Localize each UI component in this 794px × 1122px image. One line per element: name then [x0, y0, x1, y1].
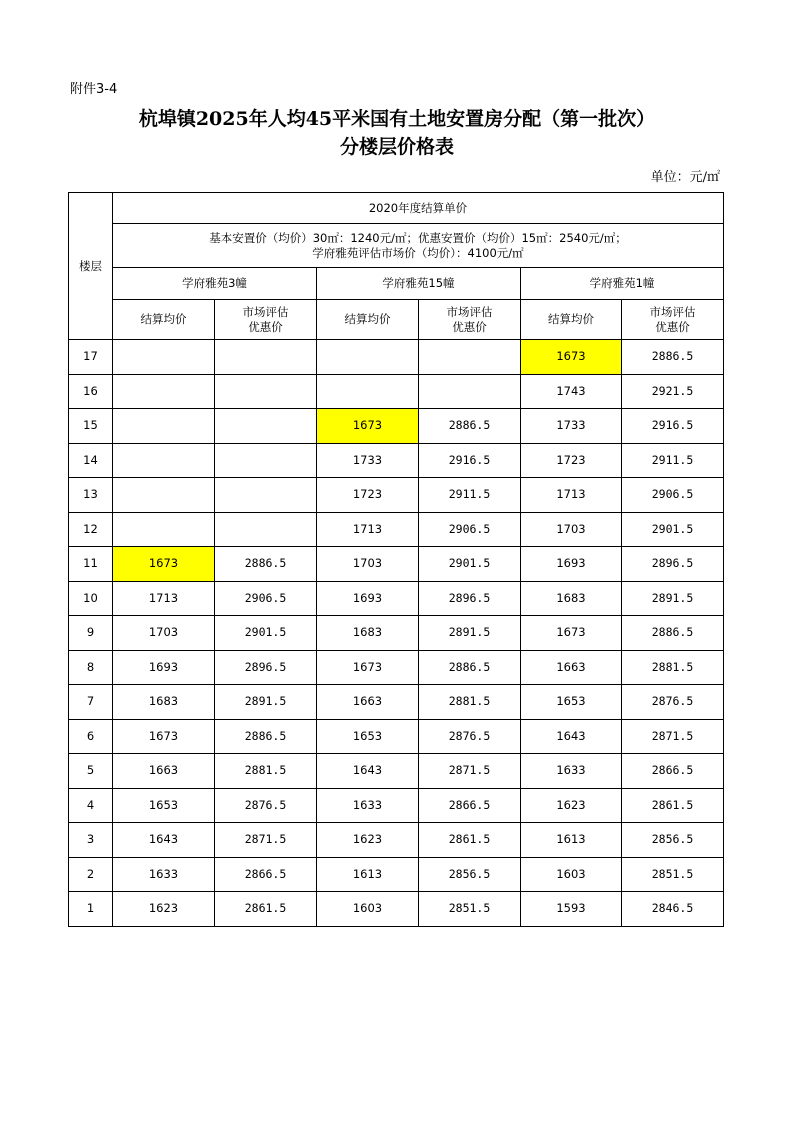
settle-price-cell: 1663	[317, 685, 419, 720]
table-row	[69, 443, 724, 478]
market-price-cell: 2906.5	[419, 512, 521, 547]
settle-price-cell: 1683	[521, 581, 622, 616]
market-price-cell: 2851.5	[622, 857, 724, 892]
attachment-label: 附件3-4	[70, 82, 118, 97]
price-note-line1: 基本安置价（均价）30㎡：1240元/㎡；优惠安置价（均价）15㎡：2540元/㎡；	[209, 230, 627, 245]
settle-price-cell: 1653	[521, 685, 622, 720]
table-row	[69, 547, 724, 582]
floor-header: 楼层	[69, 193, 113, 340]
floor-cell: 10	[69, 581, 113, 616]
market-price-cell: 2866.5	[215, 857, 317, 892]
floor-cell: 2	[69, 857, 113, 892]
settle-price-cell: 1593	[521, 892, 622, 927]
col-header-market: 市场评估 优惠价	[419, 300, 521, 340]
market-price-cell: 2871.5	[419, 754, 521, 789]
col-header-market: 市场评估 优惠价	[215, 300, 317, 340]
market-price-cell: 2876.5	[215, 788, 317, 823]
table-row	[69, 374, 724, 409]
market-price-cell: 2876.5	[622, 685, 724, 720]
building-header-1: 学府雅苑1幢	[521, 268, 724, 300]
market-price-cell: 2916.5	[622, 409, 724, 444]
market-price-cell: 2901.5	[419, 547, 521, 582]
building-header-15: 学府雅苑15幢	[317, 268, 521, 300]
floor-cell: 17	[69, 340, 113, 375]
col-header-settle: 结算均价	[521, 300, 622, 340]
settle-price-cell	[113, 374, 215, 409]
market-price-cell	[215, 443, 317, 478]
market-price-cell	[419, 374, 521, 409]
market-price-cell: 2906.5	[215, 581, 317, 616]
table-row	[69, 616, 724, 651]
market-price-cell: 2891.5	[622, 581, 724, 616]
settle-price-cell	[113, 478, 215, 513]
market-price-cell: 2891.5	[215, 685, 317, 720]
settle-price-cell: 1633	[521, 754, 622, 789]
col-header-market: 市场评估 优惠价	[622, 300, 724, 340]
market-price-cell: 2886.5	[622, 340, 724, 375]
settle-price-cell: 1633	[317, 788, 419, 823]
floor-cell: 7	[69, 685, 113, 720]
settle-price-cell: 1673	[521, 616, 622, 651]
table-row	[69, 340, 724, 375]
table-row	[69, 512, 724, 547]
market-price-cell: 2881.5	[622, 650, 724, 685]
settle-price-cell: 1613	[317, 857, 419, 892]
market-price-cell: 2896.5	[622, 547, 724, 582]
table-row	[69, 892, 724, 927]
market-price-cell: 2896.5	[419, 581, 521, 616]
settle-price-cell: 1693	[521, 547, 622, 582]
market-price-cell: 2886.5	[215, 547, 317, 582]
settle-price-cell: 1633	[113, 857, 215, 892]
table-row	[69, 719, 724, 754]
settle-price-cell: 1693	[113, 650, 215, 685]
floor-cell: 14	[69, 443, 113, 478]
market-price-cell: 2876.5	[419, 719, 521, 754]
settle-price-cell	[113, 409, 215, 444]
price-note	[113, 224, 724, 268]
settle-price-cell: 1693	[317, 581, 419, 616]
settle-price-cell: 1643	[521, 719, 622, 754]
floor-cell: 13	[69, 478, 113, 513]
settle-price-cell: 1743	[521, 374, 622, 409]
unit-label: 单位：元/㎡	[650, 170, 720, 185]
settle-price-cell: 1723	[521, 443, 622, 478]
market-price-cell	[215, 512, 317, 547]
settle-price-cell: 1613	[521, 823, 622, 858]
floor-cell: 5	[69, 754, 113, 789]
col-header-settle: 结算均价	[113, 300, 215, 340]
settle-price-cell	[113, 512, 215, 547]
settle-price-cell: 1673	[113, 719, 215, 754]
market-price-cell	[215, 340, 317, 375]
table-row	[69, 409, 724, 444]
market-price-cell: 2871.5	[215, 823, 317, 858]
floor-cell: 12	[69, 512, 113, 547]
market-price-cell: 2901.5	[622, 512, 724, 547]
floor-cell: 11	[69, 547, 113, 582]
table-row	[69, 754, 724, 789]
table-row	[69, 685, 724, 720]
floor-cell: 15	[69, 409, 113, 444]
settle-price-cell: 1673	[113, 547, 215, 582]
market-price-cell: 2881.5	[419, 685, 521, 720]
settle-price-cell: 1643	[113, 823, 215, 858]
market-price-cell: 2891.5	[419, 616, 521, 651]
floor-cell: 1	[69, 892, 113, 927]
settle-price-cell: 1623	[317, 823, 419, 858]
settle-price-cell: 1703	[113, 616, 215, 651]
market-price-cell: 2881.5	[215, 754, 317, 789]
settle-price-cell: 1673	[317, 650, 419, 685]
settle-price-cell	[317, 340, 419, 375]
market-price-cell: 2871.5	[622, 719, 724, 754]
market-price-cell: 2886.5	[419, 409, 521, 444]
market-price-cell: 2886.5	[215, 719, 317, 754]
settle-price-cell: 1623	[113, 892, 215, 927]
settle-price-cell: 1713	[521, 478, 622, 513]
market-price-cell: 2896.5	[215, 650, 317, 685]
table-row	[69, 581, 724, 616]
market-price-cell: 2886.5	[622, 616, 724, 651]
table-row	[69, 650, 724, 685]
market-price-cell	[215, 478, 317, 513]
settle-price-cell: 1673	[317, 409, 419, 444]
market-price-cell: 2916.5	[419, 443, 521, 478]
settle-price-cell: 1683	[317, 616, 419, 651]
market-price-cell: 2901.5	[215, 616, 317, 651]
market-price-cell: 2851.5	[419, 892, 521, 927]
market-price-cell: 2911.5	[622, 443, 724, 478]
market-price-cell: 2911.5	[419, 478, 521, 513]
floor-cell: 16	[69, 374, 113, 409]
settle-price-cell: 1623	[521, 788, 622, 823]
floor-cell: 3	[69, 823, 113, 858]
settle-price-cell: 1703	[521, 512, 622, 547]
page-title: 杭埠镇2025年人均45平米国有土地安置房分配（第一批次）	[138, 108, 656, 130]
market-price-cell: 2856.5	[622, 823, 724, 858]
col-header-settle: 结算均价	[317, 300, 419, 340]
settle-price-cell	[113, 443, 215, 478]
settle-price-cell: 1723	[317, 478, 419, 513]
price-table	[68, 192, 724, 927]
market-price-cell: 2906.5	[622, 478, 724, 513]
settle-price-cell: 1713	[317, 512, 419, 547]
settle-price-cell: 1603	[317, 892, 419, 927]
table-row	[69, 478, 724, 513]
market-price-cell: 2921.5	[622, 374, 724, 409]
settle-price-cell: 1713	[113, 581, 215, 616]
market-price-cell: 2886.5	[419, 650, 521, 685]
market-price-cell: 2861.5	[215, 892, 317, 927]
settle-price-cell	[317, 374, 419, 409]
settle-price-cell: 1663	[521, 650, 622, 685]
table-row	[69, 823, 724, 858]
settle-price-cell: 1733	[521, 409, 622, 444]
market-price-cell	[419, 340, 521, 375]
price-note-line2: 学府雅苑评估市场价（均价）：4100元/㎡	[312, 245, 524, 260]
settle-price-cell: 1603	[521, 857, 622, 892]
floor-cell: 4	[69, 788, 113, 823]
floor-cell: 6	[69, 719, 113, 754]
market-price-cell: 2861.5	[622, 788, 724, 823]
settle-price-cell: 1653	[113, 788, 215, 823]
market-price-cell	[215, 409, 317, 444]
settle-price-cell: 1703	[317, 547, 419, 582]
market-price-cell: 2866.5	[622, 754, 724, 789]
settle-price-cell: 1653	[317, 719, 419, 754]
market-price-cell: 2856.5	[419, 857, 521, 892]
settle-price-cell: 1663	[113, 754, 215, 789]
market-price-cell: 2866.5	[419, 788, 521, 823]
floor-cell: 8	[69, 650, 113, 685]
settle-price-cell: 1733	[317, 443, 419, 478]
table-row	[69, 857, 724, 892]
settle-price-cell: 1683	[113, 685, 215, 720]
year-header: 2020年度结算单价	[113, 193, 724, 224]
floor-cell: 9	[69, 616, 113, 651]
page-subtitle: 分楼层价格表	[339, 136, 454, 158]
settle-price-cell	[113, 340, 215, 375]
market-price-cell	[215, 374, 317, 409]
market-price-cell: 2846.5	[622, 892, 724, 927]
settle-price-cell: 1673	[521, 340, 622, 375]
market-price-cell: 2861.5	[419, 823, 521, 858]
settle-price-cell: 1643	[317, 754, 419, 789]
table-row	[69, 788, 724, 823]
building-header-3: 学府雅苑3幢	[113, 268, 317, 300]
